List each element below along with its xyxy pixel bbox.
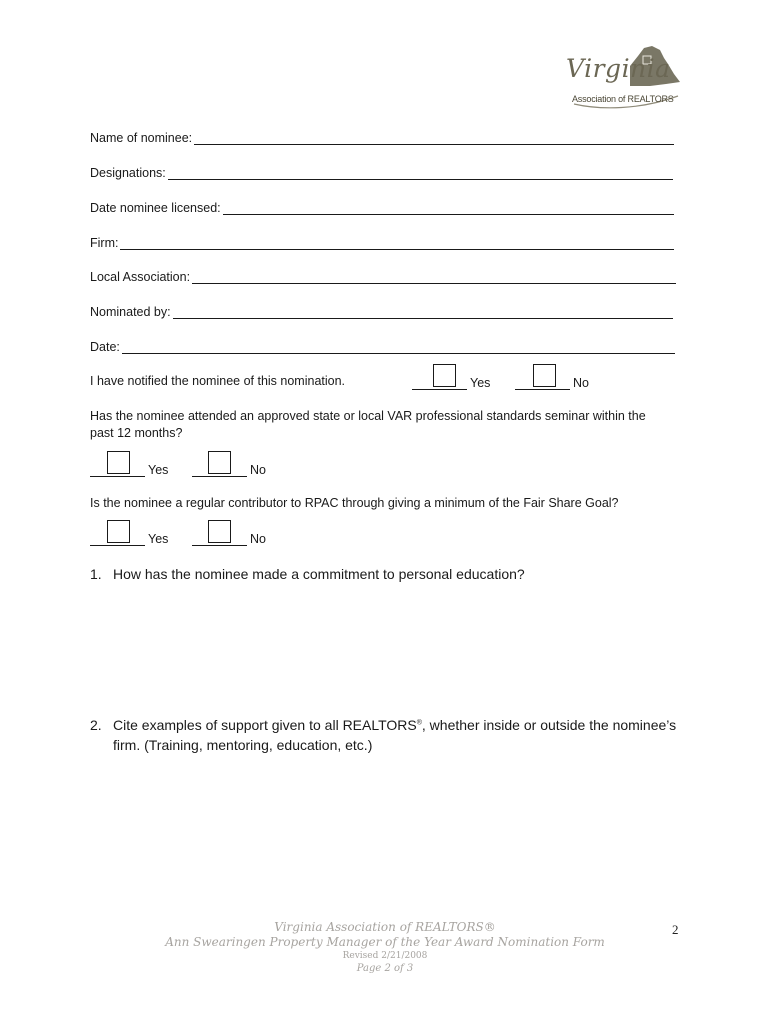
firm-field[interactable] bbox=[90, 236, 674, 250]
rpac-question: Is the nominee a regular contributor to RPAC through giving a minimum of the Fair Share Goal? bbox=[90, 496, 619, 510]
designations-field[interactable] bbox=[90, 166, 673, 180]
rpac-yes-option[interactable] bbox=[90, 525, 168, 546]
field-label: Date: bbox=[90, 340, 120, 354]
checkbox[interactable] bbox=[107, 451, 130, 474]
field-label: Firm: bbox=[90, 236, 119, 250]
question-text-part: , whether inside or outside the nominee’s firm. (Training, mentoring, education, etc.) bbox=[113, 717, 677, 753]
option-label: No bbox=[250, 463, 266, 477]
notified-yes-option[interactable] bbox=[412, 369, 490, 390]
field-label: Date nominee licensed: bbox=[90, 201, 221, 215]
logo-script-text: Virginia bbox=[566, 54, 671, 83]
field-label: Local Association: bbox=[90, 270, 191, 284]
seminar-no-option[interactable] bbox=[192, 456, 266, 477]
local-association-field[interactable] bbox=[90, 270, 676, 284]
checkbox[interactable] bbox=[107, 520, 130, 543]
question-text: How has the nominee made a commitment to personal education? bbox=[113, 566, 525, 582]
option-label: No bbox=[573, 376, 589, 390]
footer-page-of: Page 2 of 3 bbox=[356, 963, 414, 974]
logo-subtitle: Association of REALTORS bbox=[572, 94, 674, 104]
checkbox[interactable] bbox=[208, 520, 231, 543]
option-label: No bbox=[250, 532, 266, 546]
fill-in-line[interactable] bbox=[173, 305, 673, 319]
notified-no-option[interactable] bbox=[515, 369, 589, 390]
registered-mark: ® bbox=[416, 719, 422, 727]
fill-in-line[interactable] bbox=[120, 236, 674, 250]
notified-statement: I have notified the nominee of this nomination. bbox=[90, 374, 346, 388]
nominated-by-field[interactable] bbox=[90, 305, 673, 319]
footer-form-title: Ann Swearingen Property Manager of the Year Award Nomination Form bbox=[165, 935, 605, 949]
checkbox[interactable] bbox=[208, 451, 231, 474]
seminar-yes-option[interactable] bbox=[90, 456, 168, 477]
fill-in-line[interactable] bbox=[122, 340, 675, 354]
question-text bbox=[113, 715, 683, 755]
page-footer bbox=[160, 920, 610, 975]
footer-revised: Revised 2/21/2008 bbox=[342, 951, 428, 961]
seminar-question: Has the nominee attended an approved state or local VAR professional standards seminar within the past 12 months? bbox=[90, 409, 646, 440]
footer-org: Virginia Association of REALTORS® bbox=[274, 920, 496, 934]
fill-in-line[interactable] bbox=[194, 131, 674, 145]
field-label: Name of nominee: bbox=[90, 131, 193, 145]
page-number: 2 bbox=[672, 922, 679, 937]
checkbox[interactable] bbox=[533, 364, 556, 387]
fill-in-line[interactable] bbox=[192, 270, 676, 284]
question-1 bbox=[90, 564, 690, 584]
question-2 bbox=[90, 715, 690, 755]
option-label: Yes bbox=[148, 463, 169, 477]
rpac-no-option[interactable] bbox=[192, 525, 266, 546]
option-label: Yes bbox=[470, 376, 491, 390]
fill-in-line[interactable] bbox=[223, 201, 674, 215]
question-text-part: Cite examples of support given to all REALTORS bbox=[113, 717, 417, 733]
fill-in-line[interactable] bbox=[168, 166, 673, 180]
field-label: Designations: bbox=[90, 166, 166, 180]
date-licensed-field[interactable] bbox=[90, 201, 674, 215]
question-number: 1. bbox=[90, 566, 102, 582]
date-field[interactable] bbox=[90, 340, 675, 354]
option-label: Yes bbox=[148, 532, 169, 546]
virginia-realtors-logo bbox=[560, 44, 686, 118]
field-label: Nominated by: bbox=[90, 305, 171, 319]
checkbox[interactable] bbox=[433, 364, 456, 387]
nominee-name-field[interactable] bbox=[90, 131, 674, 145]
question-number: 2. bbox=[90, 717, 102, 733]
